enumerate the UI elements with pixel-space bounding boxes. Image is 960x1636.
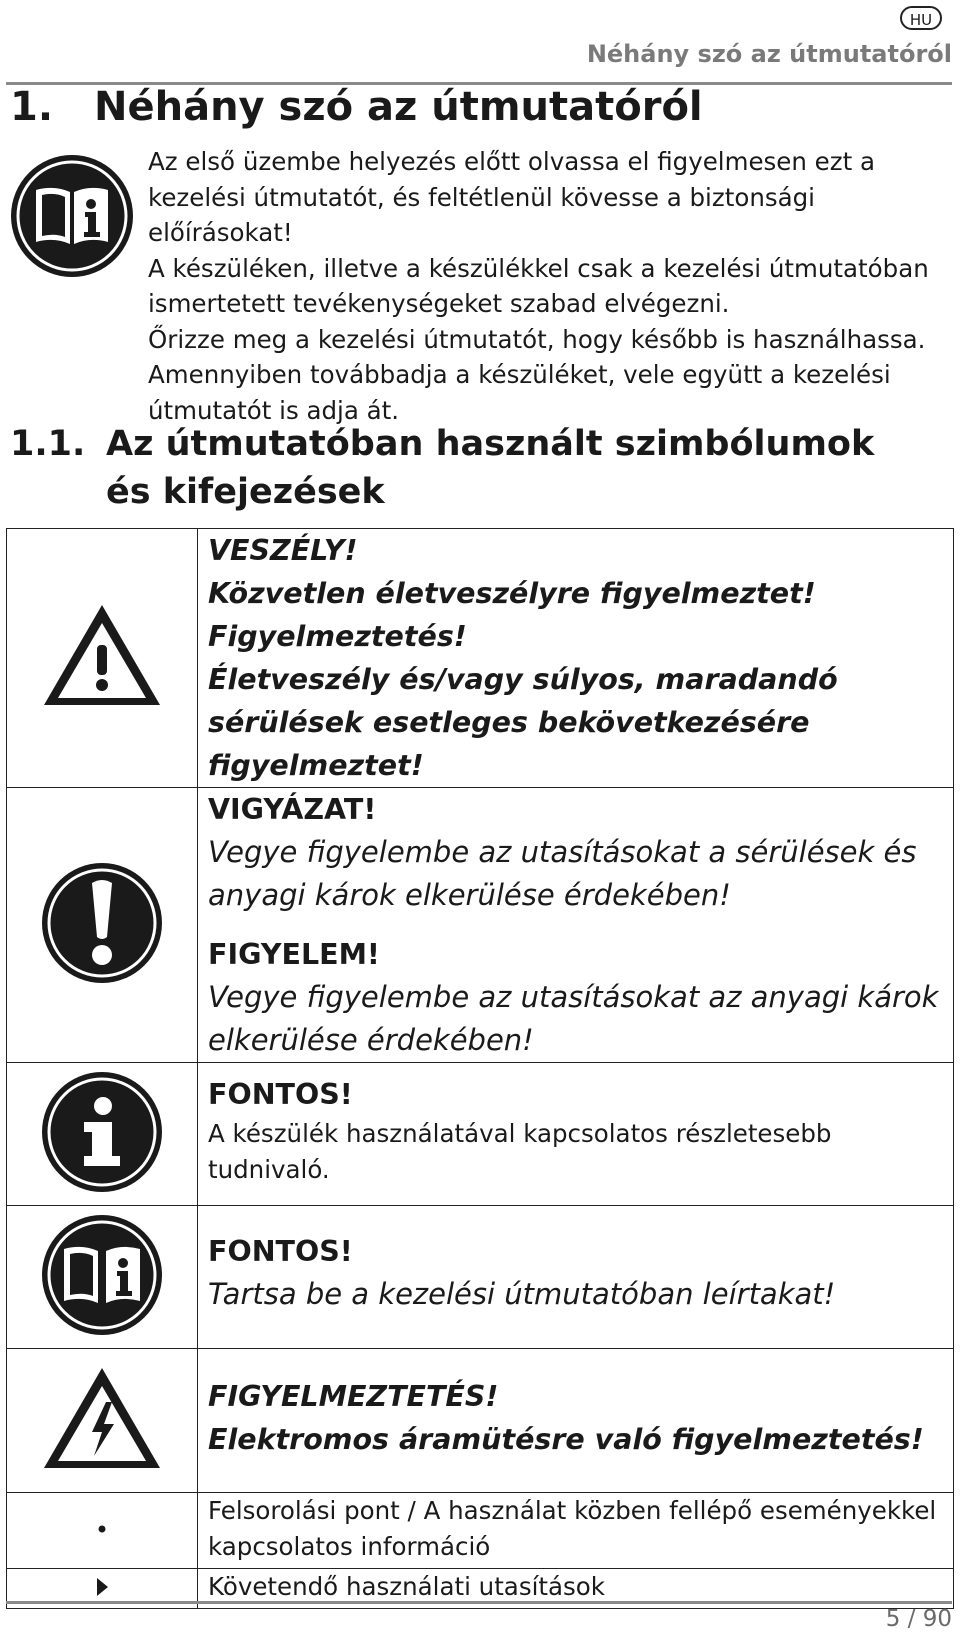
info-circle-icon <box>40 1179 164 1198</box>
page-number: 5 / 90 <box>885 1606 952 1632</box>
text-cell <box>198 1063 954 1206</box>
electric-shock-triangle-icon <box>40 1459 164 1478</box>
table-row <box>7 1493 954 1569</box>
section-heading <box>10 84 703 130</box>
table-row <box>7 788 954 1063</box>
table-row <box>7 1206 954 1349</box>
icon-cell <box>7 1349 198 1493</box>
text-cell <box>198 529 954 788</box>
triangle-right-icon <box>92 1584 112 1603</box>
danger-text: Közvetlen életveszélyre figyelmeztet! <box>208 577 816 610</box>
table-row <box>7 1063 954 1206</box>
manual-info-icon <box>40 1322 164 1341</box>
section-title: Néhány szó az útmutatóról <box>94 84 703 130</box>
icon-cell <box>7 1493 198 1569</box>
warning-triangle-icon <box>40 696 164 715</box>
icon-cell <box>7 1063 198 1206</box>
intro-paragraph: Őrizze meg a kezelési útmutatót, hogy később is használhassa. Amennyiben továbbadja a készüléket, vele együtt a kezelési útmutatót is adja át. <box>148 324 926 425</box>
subsection-title: Az útmutatóban használt szimbólumok és kifejezések <box>106 424 875 512</box>
bullet-text: Felsorolási pont / A használat közben fellépő eseményekkel kapcsolatos információ <box>208 1496 937 1561</box>
important-text: Tartsa be a kezelési útmutatóban leírtakat! <box>208 1277 836 1311</box>
caution-label: VIGYÁZAT! <box>208 793 377 826</box>
text-cell <box>198 1206 954 1349</box>
running-header: Néhány szó az útmutatóról <box>586 40 952 68</box>
exclamation-circle-icon <box>40 970 164 989</box>
warning-text: Életveszély és/vagy súlyos, maradandó sérülések esetleges bekövetkezésére figyelmeztet! <box>208 663 838 782</box>
intro-paragraph: A készüléken, illetve a készülékkel csak a kezelési útmutatóban ismertetett tevékenységeket szabad elvégezni. <box>148 253 929 318</box>
danger-label: VESZÉLY! <box>208 534 358 567</box>
language-badge: HU <box>900 6 942 30</box>
important-label: FONTOS! <box>208 1235 353 1268</box>
bullet-point-icon <box>92 1524 112 1543</box>
warning-label: Figyelmeztetés! <box>208 620 467 653</box>
action-text: Követendő használati utasítások <box>208 1572 605 1601</box>
important-label: FONTOS! <box>208 1078 353 1111</box>
important-text: A készülék használatával kapcsolatos részletesebb tudnivaló. <box>208 1119 832 1184</box>
table-row <box>7 529 954 788</box>
subsection-heading <box>10 420 906 516</box>
text-cell <box>198 788 954 1063</box>
symbols-table <box>6 528 954 1609</box>
electric-label: FIGYELMEZTETÉS! <box>208 1380 499 1413</box>
footer-divider <box>6 1601 952 1604</box>
icon-cell <box>7 529 198 788</box>
caution-text: Vegye figyelembe az utasításokat a sérülések és anyagi károk elkerülése érdekében! <box>208 835 917 912</box>
intro-text <box>148 144 948 428</box>
intro-paragraph: Az első üzembe helyezés előtt olvassa el figyelmesen ezt a kezelési útmutatót, és feltétlenül kövesse a biztonsági előírásokat! <box>148 147 876 247</box>
subsection-number: 1.1. <box>10 424 86 464</box>
icon-cell <box>7 788 198 1063</box>
text-cell <box>198 1493 954 1569</box>
icon-cell <box>7 1206 198 1349</box>
table-row <box>7 1349 954 1493</box>
attention-label: FIGYELEM! <box>208 938 380 971</box>
section-number: 1. <box>10 84 54 130</box>
manual-info-icon <box>6 152 142 282</box>
attention-text: Vegye figyelembe az utasításokat az anyagi károk elkerülése érdekében! <box>208 980 939 1057</box>
electric-text: Elektromos áramütésre való figyelmeztetés! <box>208 1423 924 1456</box>
text-cell <box>198 1349 954 1493</box>
